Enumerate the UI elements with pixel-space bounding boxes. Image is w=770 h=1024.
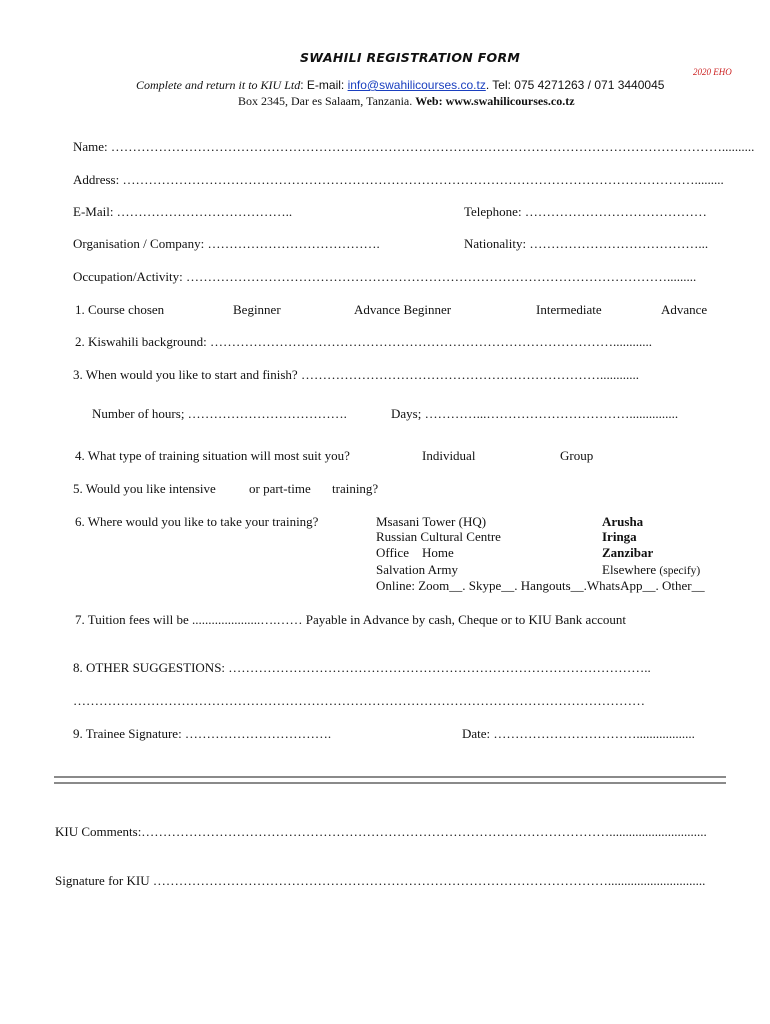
hours-field[interactable]: Number of hours; ……………………………….	[92, 406, 347, 421]
option-group[interactable]: Group	[560, 448, 594, 463]
option-advance[interactable]: Advance	[661, 302, 708, 317]
location-msasani[interactable]: Msasani Tower (HQ)	[376, 514, 487, 529]
suggestions-line-2[interactable]: ……………………………………………………………………………………………………………………	[73, 693, 645, 708]
form-code: 2020 EHO	[693, 67, 732, 77]
intensive-option[interactable]: 5. Would you like intensive	[73, 481, 216, 496]
specify-label: (specify)	[659, 565, 701, 577]
training-text: training?	[332, 481, 379, 496]
location-elsewhere[interactable]	[602, 562, 700, 578]
location-office-home[interactable]: Office Home	[376, 545, 454, 560]
start-finish-field[interactable]: 3. When would you like to start and finish? ……………………………………………………………............	[73, 367, 639, 382]
header-address-line	[238, 94, 575, 109]
location-zanzibar[interactable]: Zanzibar	[602, 545, 654, 560]
occupation-field[interactable]: Occupation/Activity: ………………………………………………………………………………………………….........	[73, 269, 697, 284]
location-iringa[interactable]: Iringa	[602, 529, 637, 544]
location-russian-centre[interactable]: Russian Cultural Centre	[376, 529, 501, 544]
option-intermediate[interactable]: Intermediate	[536, 302, 602, 317]
training-situation-label: 4. What type of training situation will most suit you?	[75, 448, 350, 463]
email-field[interactable]: E-Mail: …………………………………..	[73, 204, 293, 219]
kiu-signature-field[interactable]: Signature for KIU ……………………………………………………………………………………………..............................	[55, 873, 706, 888]
header-intro: Complete and return it to KIU Ltd	[136, 78, 301, 92]
kiswahili-background-field[interactable]: 2. Kiswahili background: …………………………………………………………………………………............	[75, 334, 653, 349]
option-advance-beginner[interactable]: Advance Beginner	[354, 302, 452, 317]
location-salvation-army[interactable]: Salvation Army	[376, 562, 458, 577]
email-link[interactable]: info@swahilicourses.co.tz	[347, 78, 486, 92]
location-arusha[interactable]: Arusha	[602, 514, 644, 529]
option-beginner[interactable]: Beginner	[233, 302, 281, 317]
address-field[interactable]: Address: …………………………………………………………………………………………………………………….........	[73, 172, 724, 187]
website-text[interactable]: Web: www.swahilicourses.co.tz	[415, 94, 575, 108]
telephone-text: . Tel: 075 4271263 / 071 3440045	[485, 78, 665, 92]
email-label: : E-mail:	[300, 78, 348, 92]
header-contact-line	[136, 78, 664, 93]
telephone-field[interactable]: Telephone: ……………………………………	[464, 204, 707, 219]
postal-address: Box 2345, Dar es Salaam, Tanzania.	[238, 94, 413, 108]
days-field[interactable]: Days; …………...……………………………...............	[391, 406, 679, 421]
form-title: SWAHILI REGISTRATION FORM	[300, 50, 521, 65]
online-options[interactable]: Online: Zoom__. Skype__. Hangouts__.WhatsApp__. Other__	[376, 578, 705, 593]
course-chosen-label: 1. Course chosen	[75, 302, 165, 317]
date-field[interactable]: Date: ……………………………..................	[462, 726, 695, 741]
part-time-option[interactable]: or part-time	[249, 481, 311, 496]
suggestions-field[interactable]: 8. OTHER SUGGESTIONS: ……………………………………………………………………………………..	[73, 660, 651, 675]
training-location-label: 6. Where would you like to take your training?	[75, 514, 319, 529]
organisation-field[interactable]: Organisation / Company: ………………………………….	[73, 236, 380, 251]
name-field[interactable]: Name: ……………………………………………………………………………………………………………………………..........	[73, 139, 755, 154]
nationality-field[interactable]: Nationality: …………………………………...	[464, 236, 709, 251]
section-divider	[54, 776, 726, 784]
option-individual[interactable]: Individual	[422, 448, 476, 463]
tuition-fees-field[interactable]: 7. Tuition fees will be .....................….…… Payable in Advance by cash, Cheque or to KIU Bank account	[75, 612, 626, 627]
kiu-comments-field[interactable]: KIU Comments:………………………………………………………………………………………………..............................	[55, 824, 707, 839]
elsewhere-label: Elsewhere	[602, 562, 657, 577]
trainee-signature-field[interactable]: 9. Trainee Signature: …………………………….	[73, 726, 332, 741]
